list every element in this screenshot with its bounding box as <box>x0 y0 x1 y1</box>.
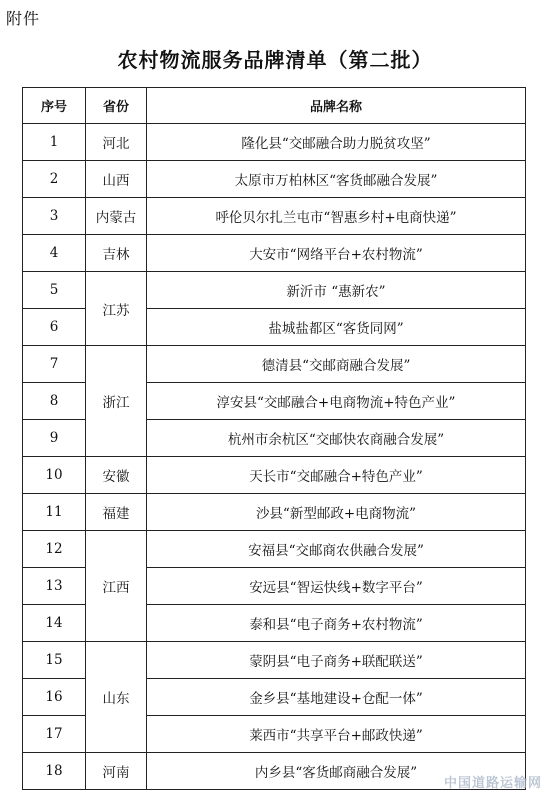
table-row <box>23 531 526 568</box>
row-number: 17 <box>23 716 86 753</box>
row-brand: 安远县“智运快线+数字平台” <box>147 568 526 605</box>
row-number: 6 <box>23 309 86 346</box>
row-number: 1 <box>23 124 86 161</box>
row-number: 9 <box>23 420 86 457</box>
row-number: 7 <box>23 346 86 383</box>
row-brand: 新沂市 “惠新农” <box>147 272 526 309</box>
row-province: 山东 <box>86 642 147 753</box>
row-brand: 天长市“交邮融合+特色产业” <box>147 457 526 494</box>
row-number: 13 <box>23 568 86 605</box>
row-brand: 蒙阴县“电子商务+联配联送” <box>147 642 526 679</box>
row-number: 10 <box>23 457 86 494</box>
row-number: 14 <box>23 605 86 642</box>
row-number: 18 <box>23 753 86 790</box>
row-number: 2 <box>23 161 86 198</box>
row-brand: 隆化县“交邮融合助力脱贫攻坚” <box>147 124 526 161</box>
row-province: 安徽 <box>86 457 147 494</box>
row-province: 内蒙古 <box>86 198 147 235</box>
site-watermark: 中国道路运输网 <box>443 776 542 791</box>
row-brand: 安福县“交邮商农供融合发展” <box>147 531 526 568</box>
row-province: 河南 <box>86 753 147 790</box>
table-header-row <box>23 88 526 124</box>
table-row <box>23 346 526 383</box>
table-row <box>23 494 526 531</box>
table-row <box>23 235 526 272</box>
header-brand-name: 品牌名称 <box>147 88 526 124</box>
header-province: 省份 <box>86 88 147 124</box>
row-number: 4 <box>23 235 86 272</box>
row-province: 福建 <box>86 494 147 531</box>
row-number: 12 <box>23 531 86 568</box>
row-province: 河北 <box>86 124 147 161</box>
row-number: 15 <box>23 642 86 679</box>
row-number: 11 <box>23 494 86 531</box>
row-number: 16 <box>23 679 86 716</box>
row-brand: 内乡县“客货邮商融合发展” <box>147 753 526 790</box>
row-brand: 杭州市余杭区“交邮快农商融合发展” <box>147 420 526 457</box>
row-province: 吉林 <box>86 235 147 272</box>
row-brand: 太原市万柏林区“客货邮融合发展” <box>147 161 526 198</box>
table-row <box>23 642 526 679</box>
row-brand: 沙县“新型邮政+电商物流” <box>147 494 526 531</box>
row-number: 5 <box>23 272 86 309</box>
table-row <box>23 457 526 494</box>
row-brand: 大安市“网络平台+农村物流” <box>147 235 526 272</box>
table-row <box>23 272 526 309</box>
row-brand: 莱西市“共享平台+邮政快递” <box>147 716 526 753</box>
row-province: 山西 <box>86 161 147 198</box>
row-number: 8 <box>23 383 86 420</box>
attachment-label: 附件 <box>6 9 41 28</box>
row-number: 3 <box>23 198 86 235</box>
brand-list-table <box>22 87 526 790</box>
table-row <box>23 161 526 198</box>
row-brand: 淳安县“交邮融合+电商物流+特色产业” <box>147 383 526 420</box>
row-brand: 泰和县“电子商务+农村物流” <box>147 605 526 642</box>
table-row <box>23 124 526 161</box>
row-brand: 金乡县“基地建设+仓配一体” <box>147 679 526 716</box>
row-province: 浙江 <box>86 346 147 457</box>
row-brand: 呼伦贝尔扎兰屯市“智惠乡村+电商快递” <box>147 198 526 235</box>
table-row <box>23 198 526 235</box>
row-province: 江西 <box>86 531 147 642</box>
row-province: 江苏 <box>86 272 147 346</box>
row-brand: 德清县“交邮商融合发展” <box>147 346 526 383</box>
document-title: 农村物流服务品牌清单（第二批） <box>117 48 433 72</box>
row-brand: 盐城盐都区“客货同网” <box>147 309 526 346</box>
header-number: 序号 <box>23 88 86 124</box>
